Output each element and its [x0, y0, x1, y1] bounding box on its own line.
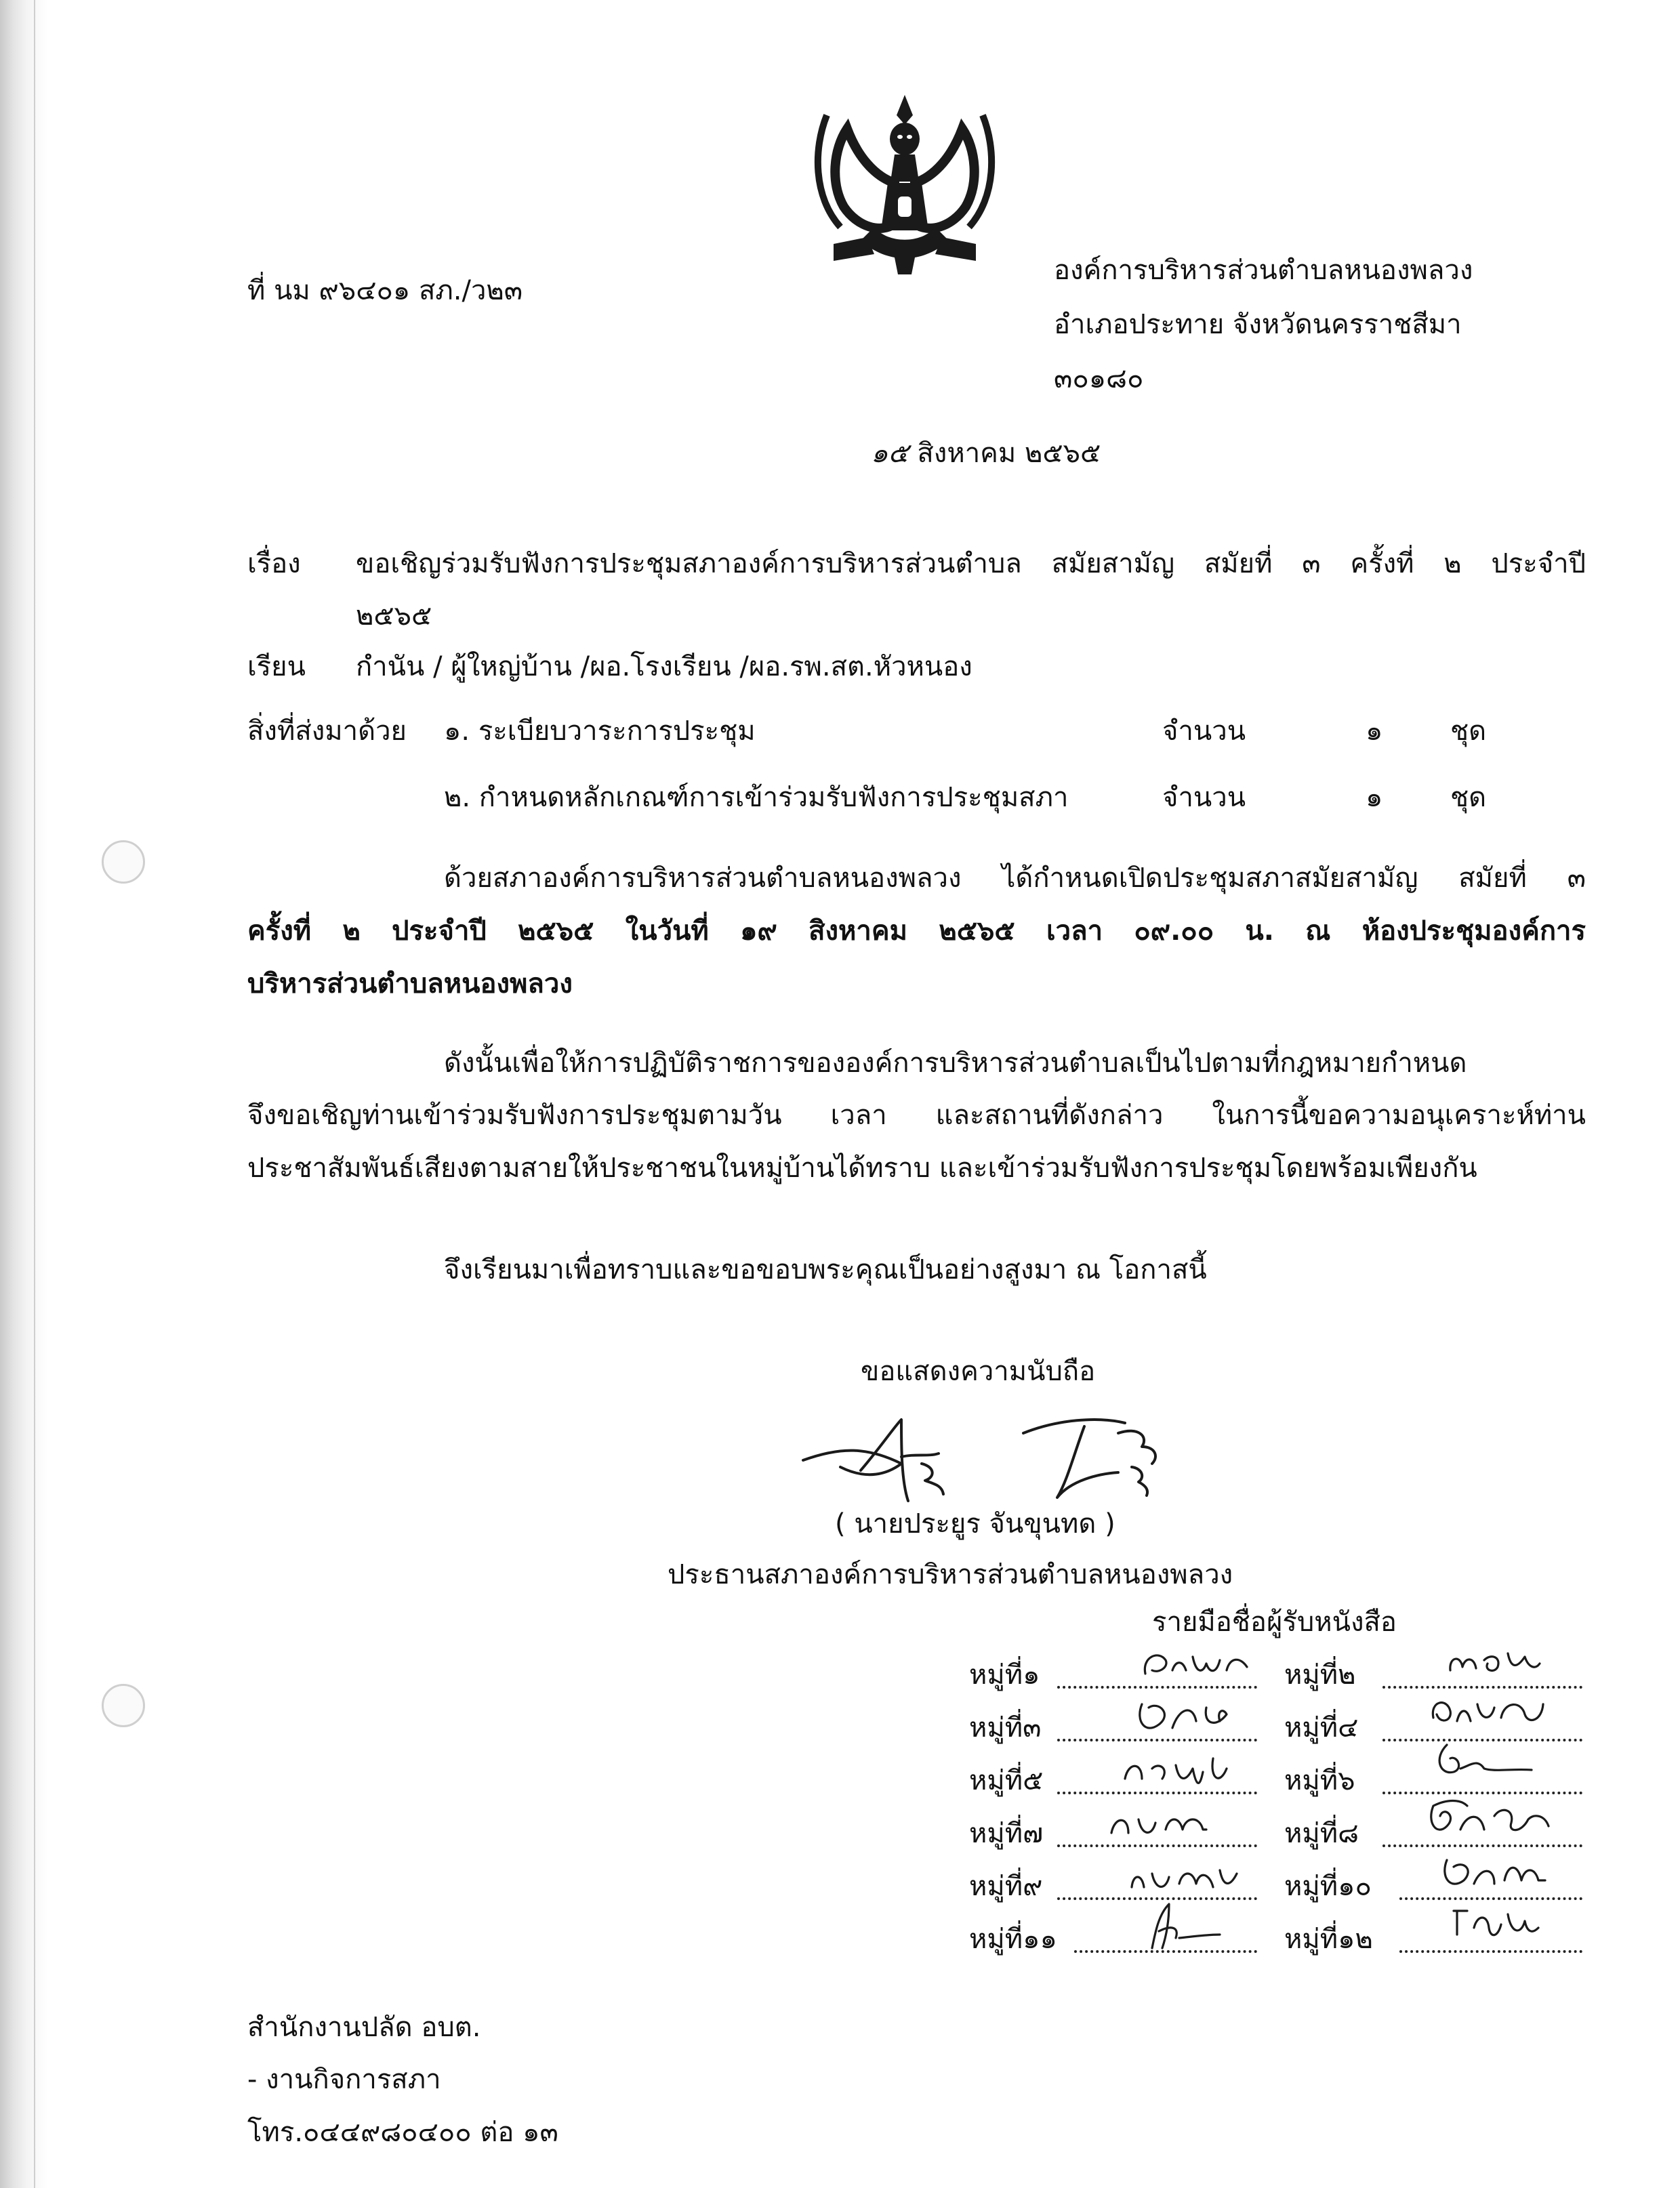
village-10-signature-icon: [1437, 1850, 1552, 1894]
village-label: หมู่ที่๑๒: [1284, 1924, 1373, 1955]
village-label: หมู่ที่๑: [969, 1659, 1040, 1691]
village-1-signature-icon: [1139, 1643, 1254, 1684]
paragraph-1-line-1: ด้วยสภาองค์การบริหารส่วนตำบลหนองพลวง ได้กำหนดเปิดประชุมสภาสมัยสามัญ สมัยที่ ๓: [444, 863, 1586, 894]
enclosure-label: สิ่งที่ส่งมาด้วย: [247, 716, 407, 747]
office-name: สำนักงานปลัด อบต.: [247, 2012, 481, 2043]
village-6-signature-icon: [1430, 1735, 1538, 1786]
village-label: หมู่ที่๔: [1284, 1712, 1359, 1743]
punch-hole: [102, 840, 145, 884]
signature-line: [1399, 1950, 1582, 1953]
binder-edge: [0, 0, 47, 2188]
organization-address: อำเภอประทาย จังหวัดนครราชสีมา: [1054, 309, 1462, 340]
paragraph-1-line-2: ครั้งที่ ๒ ประจำปี ๒๕๖๕ ในวันที่ ๑๙ สิงหาคม ๒๕๖๕ เวลา ๐๙.๐๐ น. ณ ห้องประชุมองค์การ: [247, 915, 1586, 947]
village-label: หมู่ที่๕: [969, 1765, 1044, 1796]
village-label: หมู่ที่๑๑: [969, 1924, 1057, 1955]
enclosure-unit: ชุด: [1450, 782, 1487, 813]
to-label: เรียน: [247, 651, 306, 682]
signature-line: [1057, 1844, 1257, 1847]
village-9-signature-icon: [1125, 1857, 1240, 1897]
village-label: หมู่ที่๗: [969, 1818, 1044, 1849]
department-name: - งานกิจการสภา: [247, 2064, 441, 2095]
chairman-signature-icon: [800, 1406, 1179, 1508]
paragraph-2-line-3: ประชาสัมพันธ์เสียงตามสายให้ประชาชนในหมู่บ้านได้ทราบ และเข้าร่วมรับฟังการประชุมโดยพร้อมเพียงกัน: [247, 1153, 1477, 1184]
village-8-signature-icon: [1420, 1792, 1555, 1843]
signature-line: [1382, 1844, 1582, 1847]
subject-line-2: ๒๕๖๕: [356, 600, 432, 632]
punch-hole: [102, 1684, 145, 1727]
village-3-signature-icon: [1132, 1694, 1233, 1738]
paragraph-2-line-2: จึงขอเชิญท่านเข้าร่วมรับฟังการประชุมตามวัน เวลา และสถานที่ดังกล่าว ในการนี้ขอความอนุเคราะห์ท่าน: [247, 1100, 1586, 1131]
village-2-signature-icon: [1443, 1640, 1545, 1680]
phone-number: โทร.๐๔๔๙๘๐๔๐๐ ต่อ ๑๓: [247, 2117, 558, 2148]
enclosure-qty: ๑: [1366, 716, 1383, 747]
subject-label: เรื่อง: [247, 548, 301, 579]
enclosure-qty-label: จำนวน: [1162, 782, 1246, 813]
paragraph-1-line-3: บริหารส่วนตำบลหนองพลวง: [247, 968, 573, 999]
enclosure-qty-label: จำนวน: [1162, 716, 1246, 747]
village-12-signature-icon: [1447, 1901, 1549, 1945]
paragraph-2-line-1: ดังนั้นเพื่อให้การปฏิบัติราชการขององค์การบริหารส่วนตำบลเป็นไปตามที่กฎหมายกำหนด: [444, 1048, 1467, 1079]
organization-name: องค์การบริหารส่วนตำบลหนองพลวง: [1054, 255, 1473, 286]
village-label: หมู่ที่๑๐: [1284, 1871, 1372, 1902]
to-recipients: กำนัน / ผู้ใหญ่บ้าน /ผอ.โรงเรียน /ผอ.รพ.สต.หัวหนอง: [356, 651, 972, 682]
enclosure-qty: ๑: [1366, 782, 1383, 813]
signature-line: [1382, 1686, 1582, 1689]
garuda-emblem-icon: [793, 88, 1017, 281]
village-label: หมู่ที่๓: [969, 1712, 1042, 1743]
village-4-signature-icon: [1427, 1691, 1549, 1731]
letter-date: [871, 437, 1101, 470]
signer-title: ประธานสภาองค์การบริหารส่วนตำบลหนองพลวง: [668, 1559, 1233, 1590]
enclosure-item: ๒. กำหนดหลักเกณฑ์การเข้าร่วมรับฟังการประชุมสภา: [444, 782, 1069, 813]
closing-line: จึงเรียนมาเพื่อทราบและขอขอบพระคุณเป็นอย่างสูงมา ณ โอกาสนี้: [444, 1254, 1207, 1285]
date-month-year: สิงหาคม ๒๕๖๕: [917, 438, 1101, 469]
village-7-signature-icon: [1105, 1802, 1220, 1843]
subject-line-1: ขอเชิญร่วมรับฟังการประชุมสภาองค์การบริหารส่วนตำบล สมัยสามัญ สมัยที่ ๓ ครั้งที่ ๒ ประจำปี: [356, 548, 1586, 579]
signature-line: [1399, 1897, 1582, 1900]
village-5-signature-icon: [1118, 1748, 1233, 1792]
enclosure-unit: ชุด: [1450, 716, 1487, 747]
signature-line: [1057, 1739, 1257, 1741]
village-11-signature-icon: [1139, 1897, 1227, 1952]
village-label: หมู่ที่๘: [1284, 1818, 1359, 1849]
signer-name: ( นายประยูร จันขุนทด ): [835, 1508, 1115, 1540]
organization-postcode: ๓๐๑๘๐: [1054, 363, 1144, 394]
enclosure-item: ๑. ระเบียบวาระการประชุม: [444, 716, 756, 747]
village-label: หมู่ที่๒: [1284, 1659, 1356, 1691]
date-day-handwritten: ๑๕: [871, 438, 909, 469]
village-label: หมู่ที่๙: [969, 1871, 1043, 1902]
village-label: หมู่ที่๖: [1284, 1765, 1355, 1796]
receipt-title: รายมือชื่อผู้รับหนังสือ: [1152, 1607, 1397, 1638]
signature-line: [1057, 1686, 1257, 1689]
regards: ขอแสดงความนับถือ: [861, 1356, 1096, 1387]
reference-number: ที่ นม ๙๖๔๐๑ สภ./ว๒๓: [247, 275, 523, 306]
